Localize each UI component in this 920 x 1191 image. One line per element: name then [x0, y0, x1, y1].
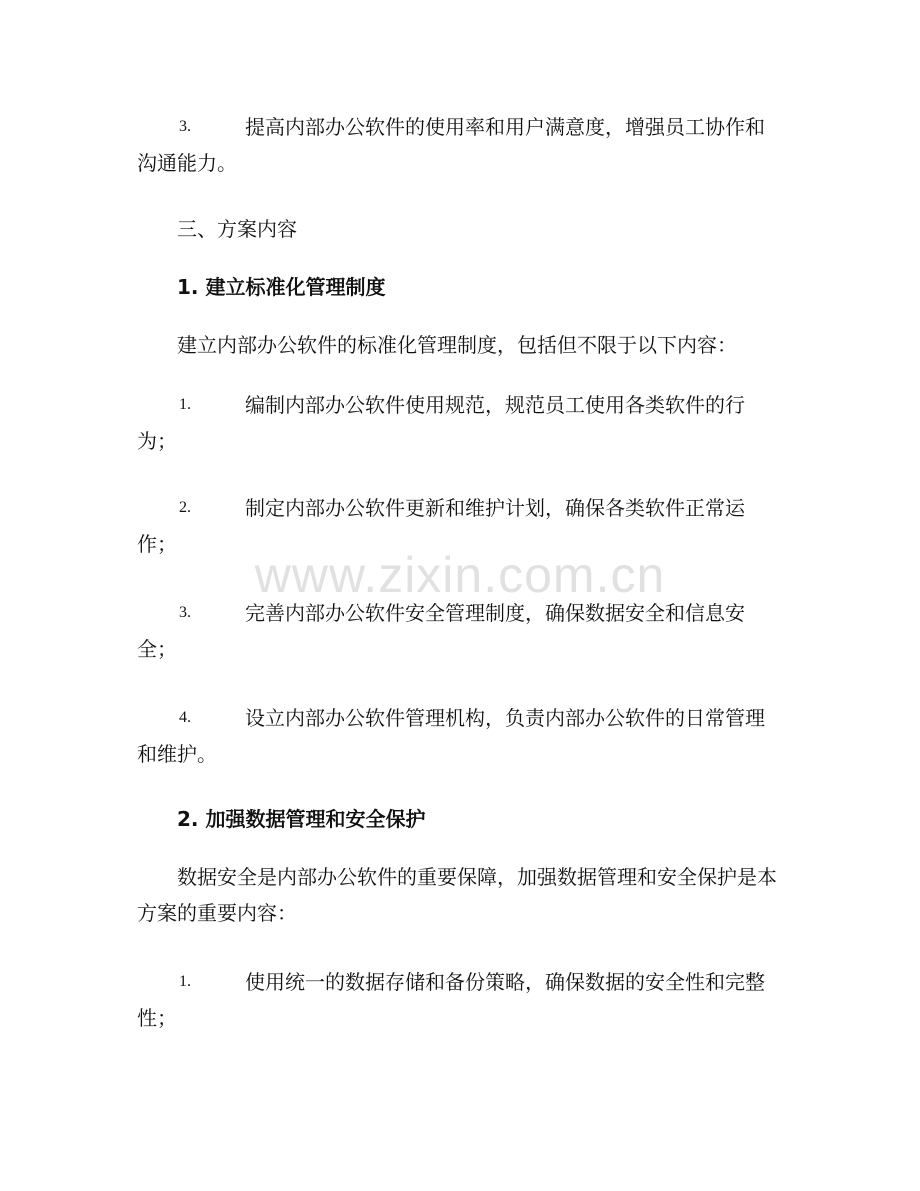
list-item: [137, 700, 777, 772]
list-text: 完善内部办公软件安全管理制度，确保数据安全和信息安全；: [137, 601, 745, 661]
list-text: 编制内部办公软件使用规范，规范员工使用各类软件的行为；: [137, 393, 745, 453]
section-heading: 三、方案内容: [177, 217, 297, 241]
list-text: 制定内部办公软件更新和维护计划，确保各类软件正常运作；: [137, 496, 745, 556]
list-number: 4.: [179, 709, 191, 726]
paragraph-text: 建立内部办公软件的标准化管理制度，包括但不限于以下内容：: [177, 333, 737, 357]
list-item: [137, 595, 777, 667]
goal-item-3: [137, 109, 777, 181]
subsection-heading-2: 2. 加强数据管理和安全保护: [177, 807, 426, 831]
subsection-heading-1: 1. 建立标准化管理制度: [177, 275, 386, 299]
list-item: [137, 387, 777, 459]
list-number: 1.: [179, 396, 191, 413]
list-item: [137, 964, 777, 1036]
paragraph-text: 数据安全是内部办公软件的重要保障，加强数据管理和安全保护是本方案的重要内容：: [137, 865, 777, 925]
paragraph-intro-2: [137, 859, 777, 931]
watermark: www.zixin.com.cn: [254, 547, 666, 603]
list-number: 1.: [179, 973, 191, 990]
list-text: 使用统一的数据存储和备份策略，确保数据的安全性和完整性；: [137, 970, 765, 1030]
list-number: 3.: [179, 118, 191, 135]
list-text: 提高内部办公软件的使用率和用户满意度，增强员工协作和沟通能力。: [137, 115, 765, 175]
list-number: 3.: [179, 604, 191, 621]
paragraph-intro-1: [137, 327, 777, 363]
list-number: 2.: [179, 499, 191, 516]
list-text: 设立内部办公软件管理机构，负责内部办公软件的日常管理和维护。: [137, 706, 765, 766]
list-item: [137, 490, 777, 562]
